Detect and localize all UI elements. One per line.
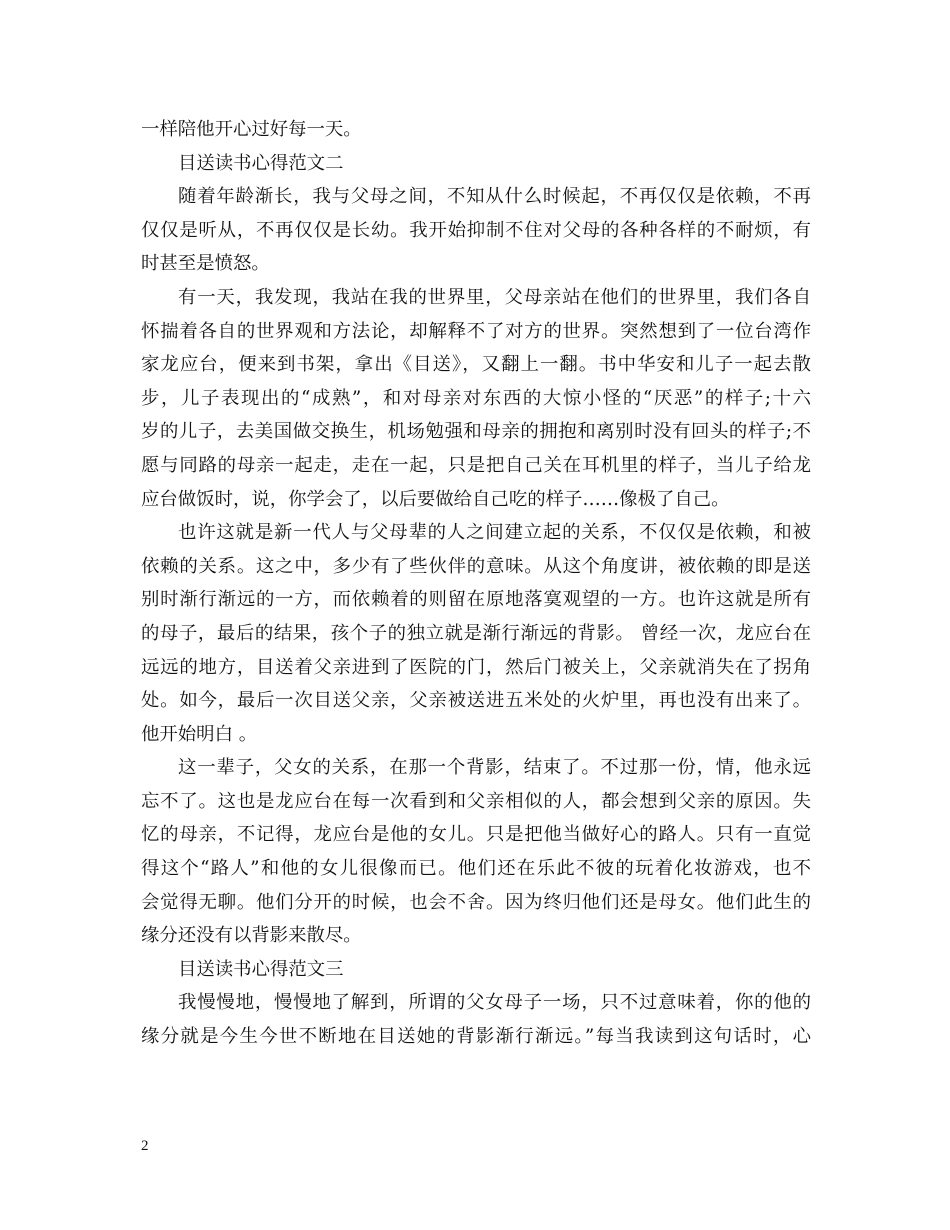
text-line: 步，儿子表现出的“成熟”，和对母亲对东西的大惊小怪的“厌恶”的样子;十六 xyxy=(141,387,811,409)
text-line: 会觉得无聊。他们分开的时候，也会不舍。因为终归他们还是母女。他们此生的 xyxy=(141,891,811,913)
page-number: 2 xyxy=(141,1138,149,1154)
text-line: 这一辈子，父女的关系，在那一个背影，结束了。不过那一份，情，他永远 xyxy=(178,757,811,779)
text-line: 随着年龄渐长，我与父母之间，不知从什么时候起，不再仅仅是依赖，不再 xyxy=(178,186,811,208)
text-line: 目送读书心得范文三 xyxy=(178,958,344,980)
text-line: 远远的地方，目送着父亲进到了医院的门，然后门被关上，父亲就消失在了拐角 xyxy=(141,656,811,678)
text-line: 时甚至是愤怒。 xyxy=(141,253,270,275)
text-line: 处。如今，最后一次目送父亲，父亲被送进五米处的火炉里，再也没有出来了。 xyxy=(141,690,811,712)
text-line: 目送读书心得范文二 xyxy=(178,152,344,174)
document-body xyxy=(141,113,811,1054)
text-line: 我慢慢地，慢慢地了解到，所谓的父女母子一场，只不过意味着，你的他的 xyxy=(178,992,811,1014)
text-line: 有一天，我发现，我站在我的世界里，父母亲站在他们的世界里，我们各自 xyxy=(178,286,811,308)
text-line: 应台做饭时，说，你学会了，以后要做给自己吃的样子……像极了自己。 xyxy=(141,488,730,510)
text-line: 缘分就是今生今世不断地在目送她的背影渐行渐远。”每当我读到这句话时，心 xyxy=(141,1026,811,1048)
text-line: 家龙应台，便来到书架，拿出《目送》，又翻上一翻。书中华安和儿子一起去散 xyxy=(141,354,811,376)
text-line: 缘分还没有以背影来散尽。 xyxy=(141,925,362,947)
text-line: 依赖的关系。这之中，多少有了些伙伴的意味。从这个角度讲，被依赖的即是送 xyxy=(141,555,811,577)
text-line: 也许这就是新一代人与父母辈的人之间建立起的关系，不仅仅是依赖，和被 xyxy=(178,522,811,544)
text-line: 愿与同路的母亲一起走，走在一起，只是把自己关在耳机里的样子，当儿子给龙 xyxy=(141,454,811,476)
text-line: 忆的母亲，不记得，龙应台是他的女儿。只是把他当做好心的路人。只有一直觉 xyxy=(141,824,811,846)
text-line: 怀揣着各自的世界观和方法论，却解释不了对方的世界。突然想到了一位台湾作 xyxy=(141,320,811,342)
text-line: 仅仅是听从，不再仅仅是长幼。我开始抑制不住对父母的各种各样的不耐烦，有 xyxy=(141,219,811,241)
text-line: 得这个“路人”和他的女儿很像而已。他们还在乐此不彼的玩着化妆游戏，也不 xyxy=(141,858,811,880)
text-line: 的母子，最后的结果，孩个子的独立就是渐行渐远的背影。 曾经一次，龙应台在 xyxy=(141,622,811,644)
text-line: 一样陪他开心过好每一天。 xyxy=(141,119,362,140)
text-line: 岁的儿子，去美国做交换生，机场勉强和母亲的拥抱和离别时没有回头的样子;不 xyxy=(141,421,811,443)
text-line: 忘不了。这也是龙应台在每一次看到和父亲相似的人，都会想到父亲的原因。失 xyxy=(141,790,811,812)
text-line: 他开始明白 。 xyxy=(141,723,258,745)
text-line: 别时渐行渐远的一方，而依赖着的则留在原地落寞观望的一方。也许这就是所有 xyxy=(141,589,811,611)
